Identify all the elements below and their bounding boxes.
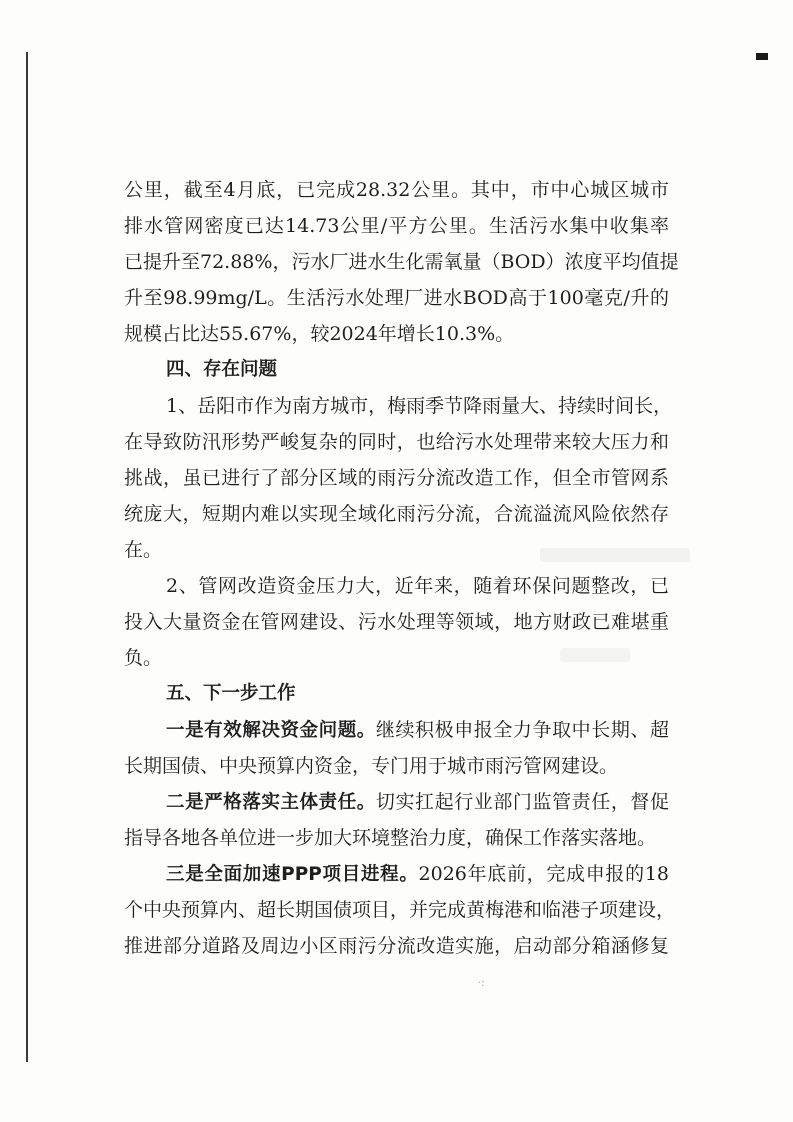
body-line: 排水管网密度已达14.73公里/平方公里。生活污水集中收集率 bbox=[124, 215, 669, 237]
task-lead: 二是严格落实主体责任。 bbox=[166, 792, 376, 813]
body-line: 推进部分道路及周边小区雨污分流改造实施，启动部分箱涵修复 bbox=[124, 935, 669, 957]
document-body bbox=[124, 172, 679, 964]
body-line: 在导致防汛形势严峻复杂的同时，也给污水处理带来较大压力和 bbox=[124, 431, 669, 453]
task-text: 继续积极申报全力争取中长期、超 bbox=[375, 719, 669, 741]
body-line: 已提升至72.88%，污水厂进水生化需氧量（BOD）浓度平均值提 bbox=[124, 251, 679, 273]
body-line: 挑战，虽已进行了部分区域的雨污分流改造工作，但全市管网系 bbox=[124, 467, 669, 489]
body-line: 2、管网改造资金压力大，近年来，随着环保问题整改，已 bbox=[166, 575, 669, 597]
body-line: 1、岳阳市作为南方城市，梅雨季节降雨量大、持续时间长， bbox=[166, 395, 673, 417]
body-line: 负。 bbox=[124, 647, 163, 669]
task-lead: 一是有效解决资金问题。 bbox=[166, 720, 376, 741]
task-text: 2026年底前，完成申报的18 bbox=[418, 863, 669, 885]
body-line: 长期国债、中央预算内资金，专门用于城市雨污管网建设。 bbox=[124, 755, 619, 777]
body-line: 在。 bbox=[124, 539, 163, 561]
body-line bbox=[124, 712, 669, 748]
scan-edge-line bbox=[26, 52, 28, 1062]
task-text: 切实扛起行业部门监管责任，督促 bbox=[375, 791, 669, 813]
body-line bbox=[124, 784, 669, 820]
body-line: 个中央预算内、超长期国债项目，并完成黄梅港和临港子项建设， bbox=[124, 899, 676, 921]
body-line: 投入大量资金在管网建设、污水处理等领域，地方财政已难堪重 bbox=[124, 611, 669, 633]
body-line: 公里，截至4月底，已完成28.32公里。其中，市中心城区城市 bbox=[124, 179, 669, 201]
body-line: 升至98.99mg/L。生活污水处理厂进水BOD高于100毫克/升的 bbox=[124, 287, 669, 309]
task-lead: 三是全面加速PPP项目进程。 bbox=[166, 864, 419, 885]
section-heading-next-steps: 五、下一步工作 bbox=[166, 683, 296, 704]
body-line: 规模占比达55.67%，较2024年增长10.3%。 bbox=[124, 323, 515, 345]
body-line: 统庞大，短期内难以实现全域化雨污分流，合流溢流风险依然存 bbox=[124, 503, 669, 525]
scan-speck: ·: bbox=[478, 978, 485, 989]
scan-corner-mark bbox=[756, 53, 768, 60]
section-heading-issues: 四、存在问题 bbox=[166, 359, 278, 380]
body-line: 指导各地各单位进一步加大环境整治力度，确保工作落实落地。 bbox=[124, 827, 657, 849]
body-line bbox=[124, 856, 669, 892]
